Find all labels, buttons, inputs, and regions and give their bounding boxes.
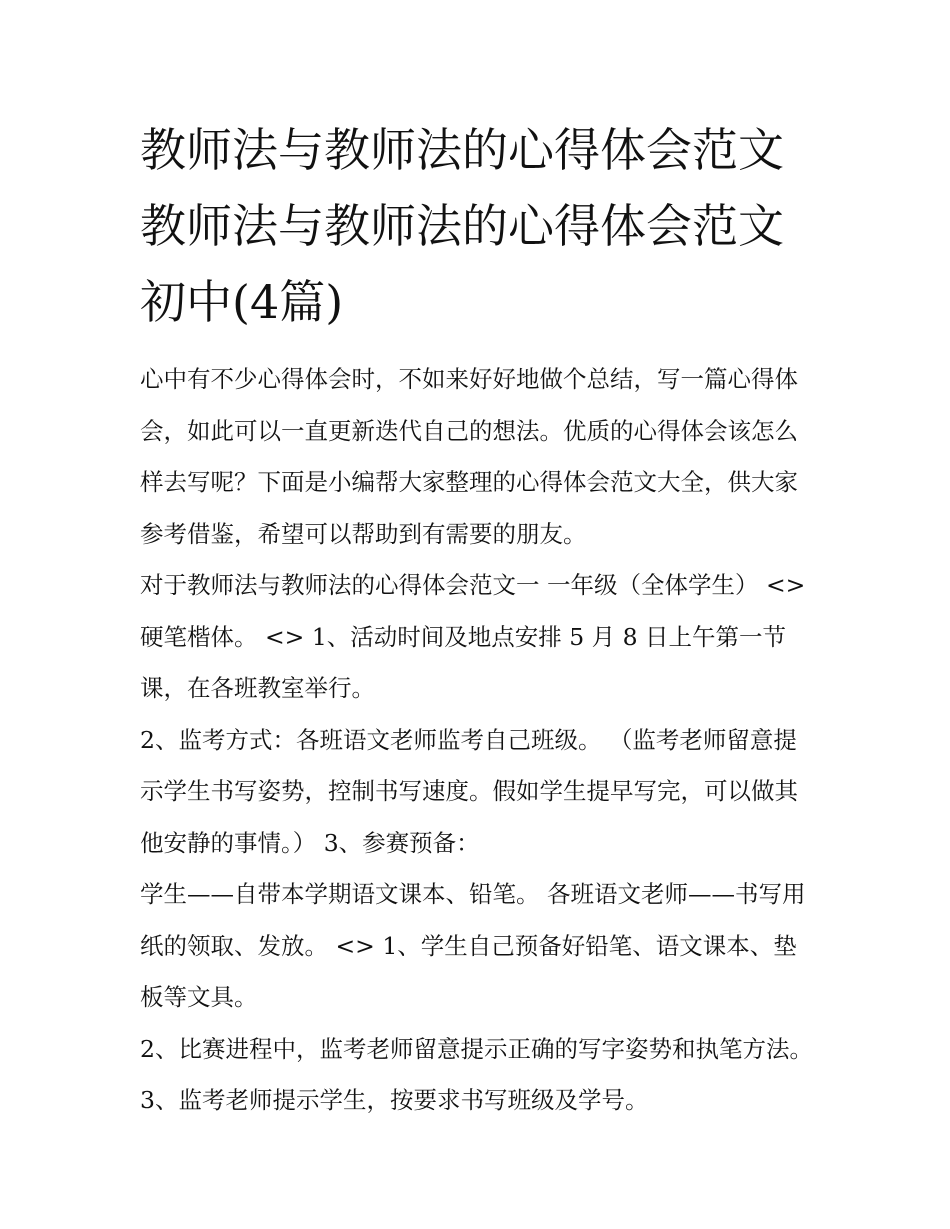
document-title: 教师法与教师法的心得体会范文 教师法与教师法的心得体会范文初中(4篇) [140, 123, 784, 329]
paragraph: 学生——自带本学期语文课本、铅笔。 各班语文老师——书写用纸的领取、发放。 <> 1、学生自己预备好铅笔、语文课本、垫板等文具。 [140, 880, 806, 1011]
paragraph: 2、比赛进程中，监考老师留意提示正确的写字姿势和执笔方法。 3、监考老师提示学生，按要求书写班级及学号。 [140, 1034, 813, 1114]
paragraph: 心中有不少心得体会时，不如来好好地做个总结，写一篇心得体会，如此可以一直更新迭代自己的想法。优质的心得体会该怎么样去写呢？下面是小编帮大家整理的心得体会范文大全，供大家参考借鉴，希望可以帮助到有需要的朋友。 [140, 365, 798, 548]
document-body [140, 354, 820, 1127]
paragraph: 2、监考方式：各班语文老师监考自己班级。 （监考老师留意提示学生书写姿势，控制书写速度。假如学生提早写完，可以做其他安静的事情。） 3、参赛预备： [140, 725, 798, 857]
document-page [140, 112, 820, 1127]
paragraph: 对于教师法与教师法的心得体会范文一 一年级（全体学生） <> 硬笔楷体。 <> 1、活动时间及地点安排 5 月 8 日上午第一节课，在各班教室举行。 [140, 571, 806, 702]
